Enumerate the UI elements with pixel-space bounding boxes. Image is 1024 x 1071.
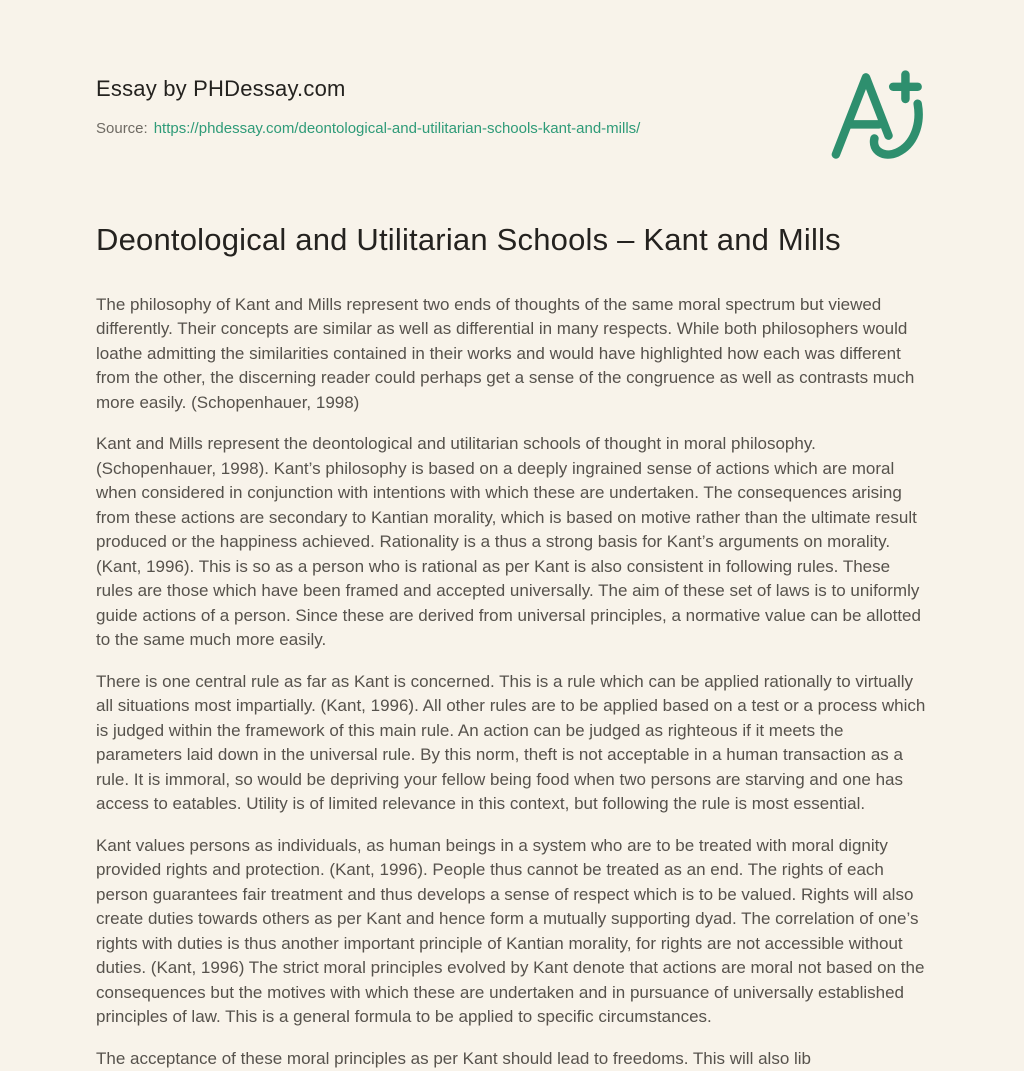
essay-content [96,221,928,1071]
essay-paragraph-5: The acceptance of these moral principles as per Kant should lead to freedoms. This will also lib [96,1048,812,1068]
a-plus-monogram-icon [824,68,938,162]
essay-paragraph-2: Kant and Mills represent the deontological and utilitarian schools of thought in moral philosophy. (Schopenhauer, 1998). Kant’s philosophy is based on a deeply ingrained sense of actions which are moral when considered in conjunction with intentions with which these are undertaken. The consequences arising from these actions are secondary to Kantian morality, which is based on motive rather than the ultimate result produced or the happiness achieved. Rationality is a thus a strong basis for Kant’s arguments on morality. (Kant, 1996). This is so as a person who is rational as per Kant is also consistent in following rules. These rules are those which have been framed and accepted universally. The aim of these set of laws is to uniformly guide actions of a person. Since these are derived from universal principles, a normative value can be allotted to the same much more easily. [96,434,921,650]
phdessay-logo [824,68,938,162]
source-link[interactable]: https://phdessay.com/deontological-and-utilitarian-schools-kant-and-mills/ [153,120,641,137]
source-label: Source: [96,120,148,137]
essay-paragraph-3: There is one central rule as far as Kant is concerned. This is a rule which can be applied rationally to virtually all situations most impartially. (Kant, 1996). All other rules are to be applied based on a test or a process which is judged within the framework of this main rule. An action can be judged as righteous if it meets the parameters laid down in the universal rule. By this norm, theft is not acceptable in a human transaction as a rule. It is immoral, so would be depriving your fellow being food when two persons are starving and one has access to eatables. Utility is of limited relevance in this context, but following the rule is most essential. [96,671,926,814]
byline: Essay by PHDessay.com [96,76,346,101]
essay-title: Deontological and Utilitarian Schools – Kant and Mills [96,222,841,257]
page-header [96,76,928,139]
source-line [96,119,928,139]
essay-paragraph-4: Kant values persons as individuals, as human beings in a system who are to be treated with moral dignity provided rights and protection. (Kant, 1996). People thus cannot be treated as an end. The rights of each person guarantees fair treatment and thus develops a sense of respect which is to be valued. Rights will also create duties towards others as per Kant and hence form a mutually supporting dyad. The correlation of one’s rights with duties is thus another important principle of Kantian morality, for rights are not accessible without duties. (Kant, 1996) The strict moral principles evolved by Kant denote that actions are moral not based on the consequences but the motives with which these are undertaken and in pursuance of universally established principles of law. This is a general formula to be applied to specific circumstances. [96,835,925,1027]
essay-body [96,293,928,1071]
essay-paragraph-1: The philosophy of Kant and Mills represent two ends of thoughts of the same moral spectrum but viewed differently. Their concepts are similar as well as differential in many respects. While both philosophers would loathe admitting the similarities contained in their works and would have highlighted how each was different from the other, the discerning reader could perhaps get a sense of the congruence as well as contrasts much more easily. (Schopenhauer, 1998) [96,294,915,412]
